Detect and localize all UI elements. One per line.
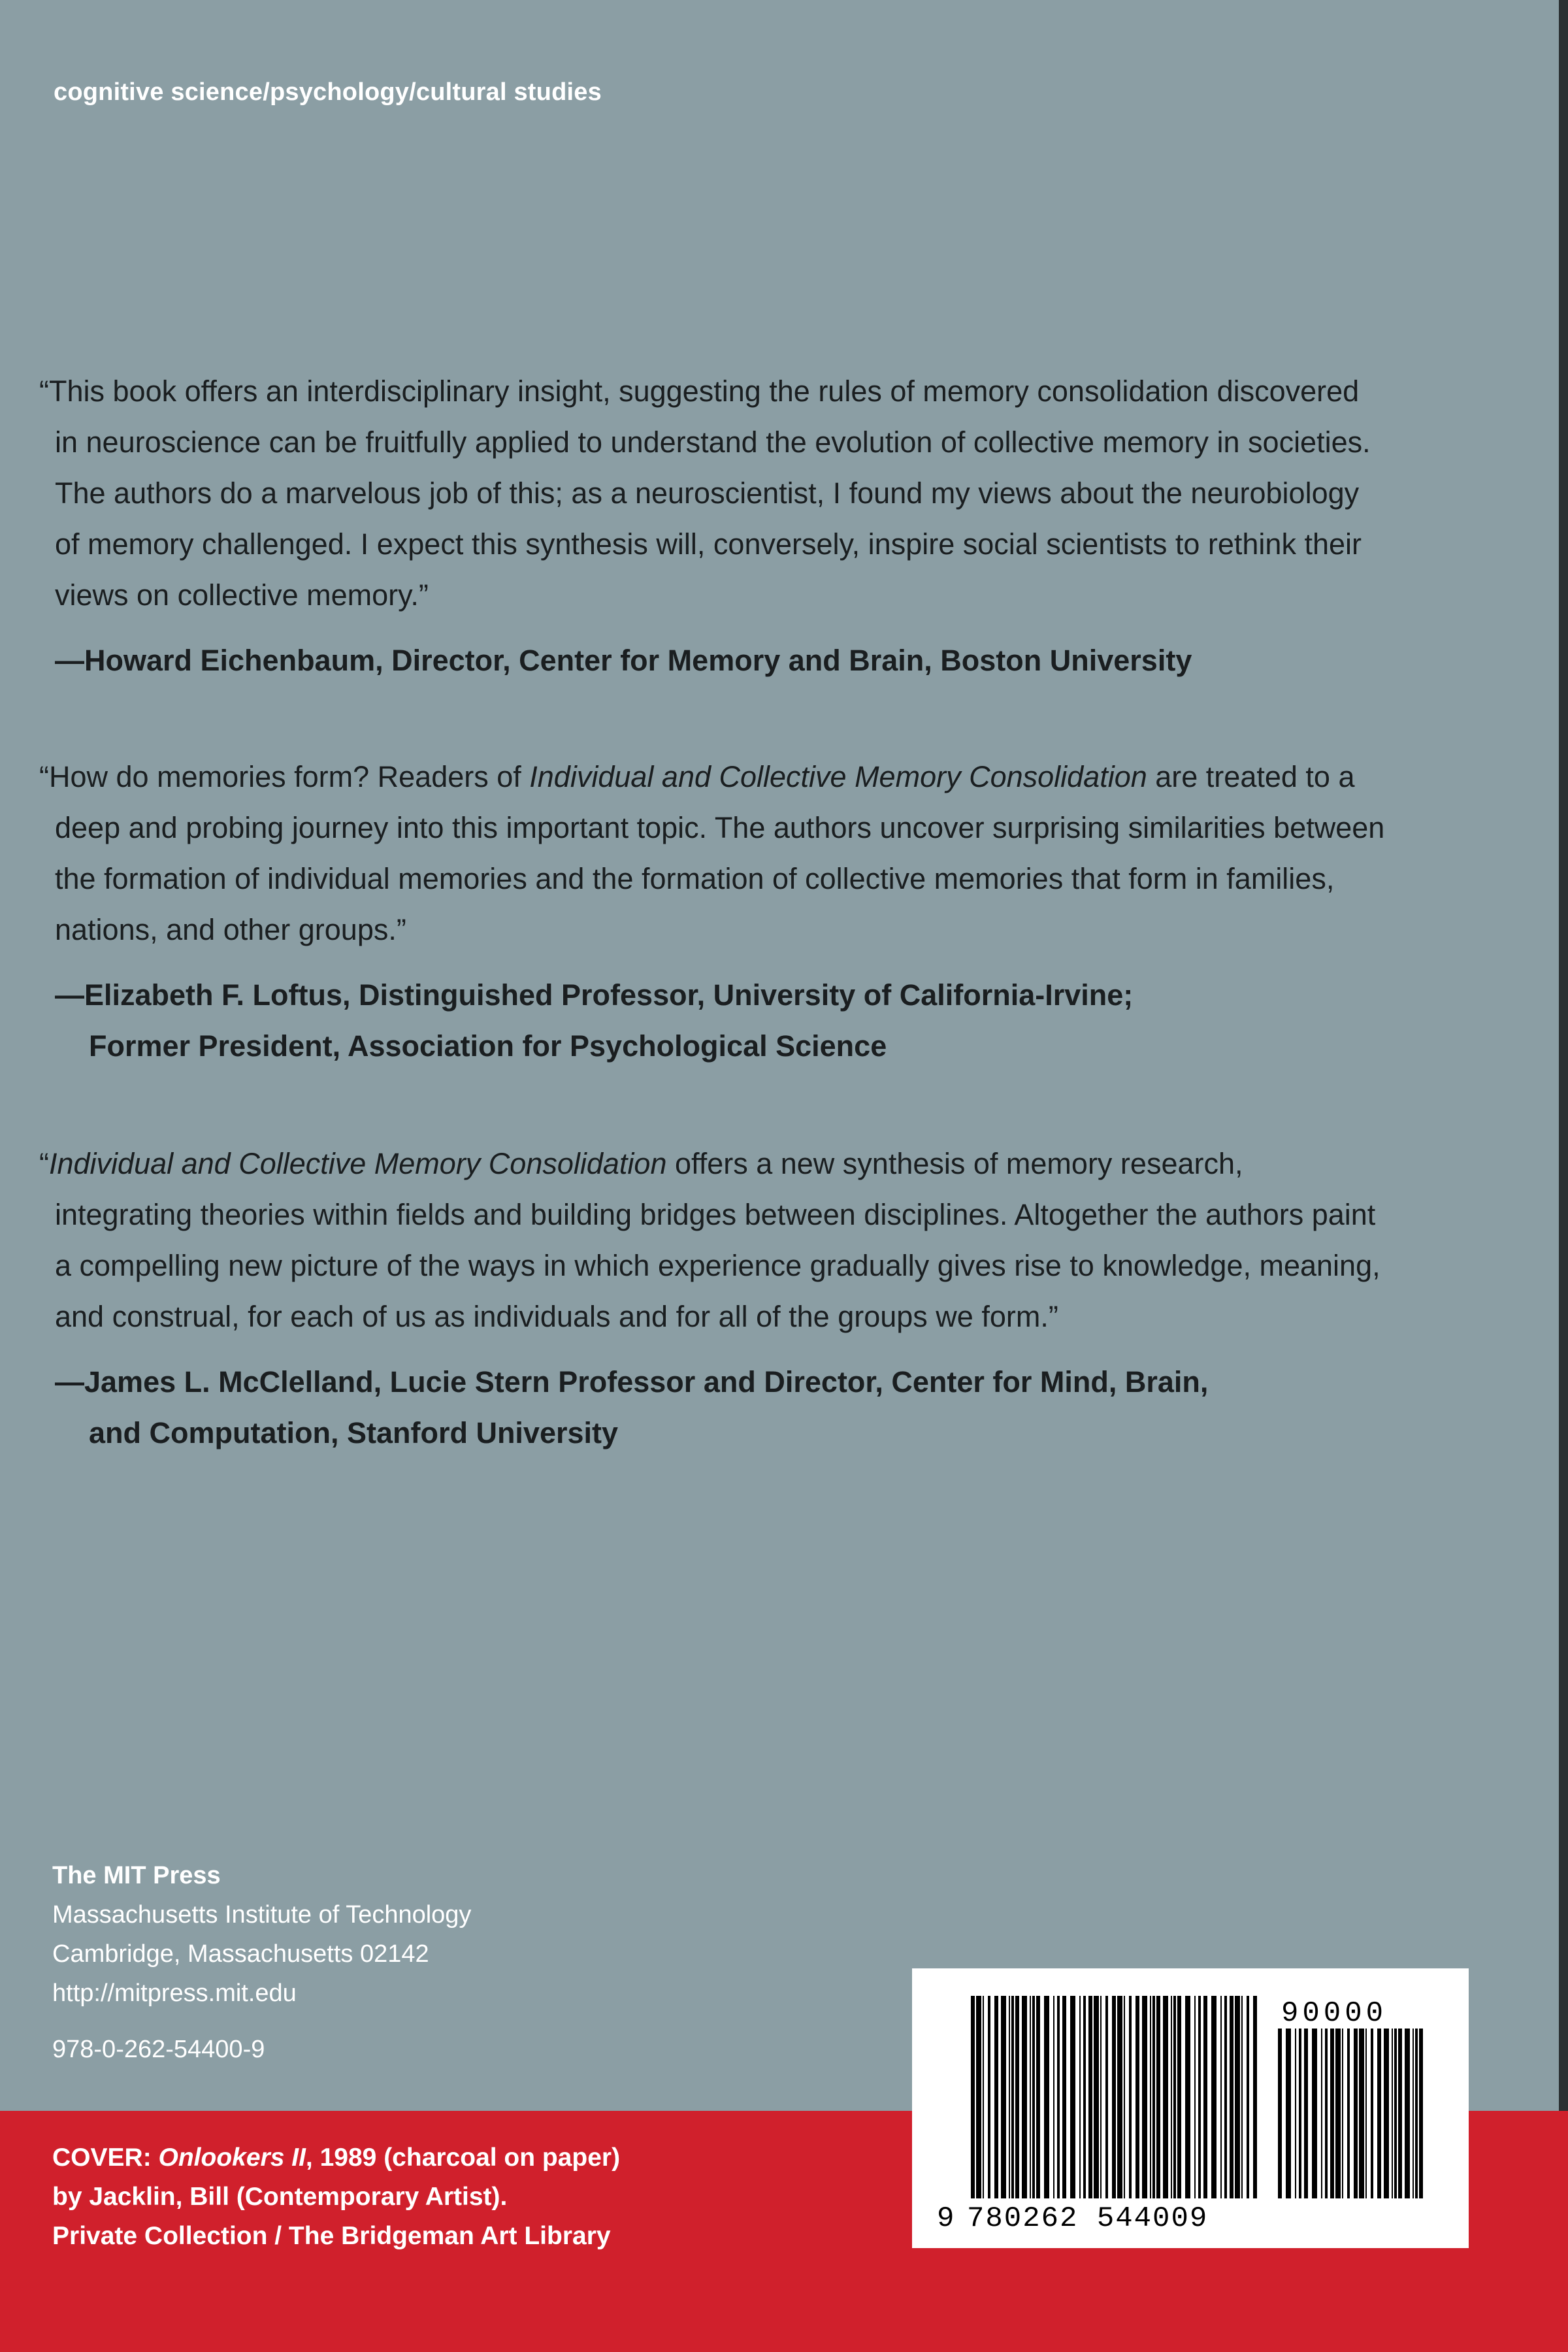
barcode-bar [983, 1996, 984, 2198]
barcode-bar [1053, 1996, 1054, 2198]
barcode-bar [1347, 2029, 1350, 2198]
endorsement-1-attribution: —Howard Eichenbaum, Director, Center for Memory and Brain, Boston University [55, 644, 1192, 677]
barcode-bar [1177, 1996, 1181, 2198]
barcode-bar [1044, 1996, 1049, 2198]
endorsement-3-attribution: —James L. McClelland, Lucie Stern Professor and Director, Center for Mind, Brain, and Computation, Stanford University [55, 1365, 1209, 1449]
barcode-bar [1150, 1996, 1151, 2198]
endorsement-2 [39, 752, 1385, 1072]
barcode-bar [1365, 2029, 1367, 2198]
barcode-bar [1371, 2029, 1373, 2198]
isbn-number: 978-0-262-54400-9 [52, 2036, 265, 2063]
subject-category: cognitive science/psychology/cultural studies [54, 78, 602, 106]
barcode-bar [1015, 1996, 1019, 2198]
endorsement-1-text: “This book offers an interdisciplinary insight, suggesting the rules of memory consolidation discovered in neuroscience can be fruitfully applied to understand the evolution of collective memory in societies. The authors do a marvelous job of this; as a neuroscientist, I found my views about the neurobiology of memory challenged. I expect this synthesis will, conversely, inspire social scientists to rethink their views on collective memory.” [39, 374, 1371, 612]
publisher-address: Cambridge, Massachusetts 02142 [52, 1940, 429, 1968]
barcode-bar [1011, 1996, 1014, 2198]
publisher-institution: Massachusetts Institute of Technology [52, 1901, 472, 1929]
barcode-bar [1392, 2029, 1393, 2198]
barcode-bar [1335, 2029, 1341, 2198]
barcode-bar [1278, 2029, 1282, 2198]
barcode-bar [976, 1996, 981, 2198]
barcode-bar [1135, 1996, 1139, 2198]
barcode-bar [1325, 2029, 1328, 2198]
endorsement-3 [39, 1138, 1385, 1459]
barcode-bar [1312, 2029, 1317, 2198]
barcode-bar [1405, 2029, 1410, 2198]
barcode-bar [1152, 1996, 1155, 2198]
barcode-bar [1330, 2029, 1334, 2198]
barcode-bar [1030, 1996, 1031, 2198]
publisher-name: The MIT Press [52, 1862, 221, 1889]
endorsement-3-text: “Individual and Collective Memory Consolidation offers a new synthesis of memory research, integrating theories within fields and building bridges between disciplines. Altogether the authors paint a compelling new picture of the ways in which experience gradually gives rise to knowledge, meaning, and construal, for each of us as individuals and for all of the groups we form.” [39, 1147, 1380, 1333]
barcode-bar [1088, 1996, 1092, 2198]
barcode-bar [1117, 1996, 1122, 2198]
barcode-bar [1062, 1996, 1066, 2198]
barcode-bar [1163, 1996, 1168, 2198]
cover-credit [52, 2138, 620, 2256]
barcode-bar [971, 1996, 975, 2198]
barcode-bar [1009, 1996, 1010, 2198]
barcode-bar [1321, 2029, 1322, 2198]
barcode-bar [1156, 1996, 1160, 2198]
barcode-bar [1377, 2029, 1381, 2198]
barcode-bar [1173, 1996, 1176, 2198]
barcode-bar [1342, 2029, 1343, 2198]
barcode-bar [1185, 1996, 1190, 2198]
cover-credit-line-2: by Jacklin, Bill (Contemporary Artist). [52, 2183, 508, 2211]
publisher-info [52, 1856, 471, 2013]
barcode-bar [1129, 1996, 1132, 2198]
barcode-bar [1036, 1996, 1040, 2198]
barcode-bar [1022, 1996, 1027, 2198]
barcode-bar [1142, 1996, 1147, 2198]
cover-credit-line-3: Private Collection / The Bridgeman Art Library [52, 2222, 611, 2250]
endorsement-2-attribution: —Elizabeth F. Loftus, Distinguished Professor, University of California-Irvine; Former President, Association for Psychological Science [55, 978, 1134, 1063]
barcode-bar [1105, 1996, 1108, 2198]
barcode-bar [1304, 2029, 1308, 2198]
barcode-bar [1124, 1996, 1125, 2198]
endorsement-2-text: “How do memories form? Readers of Individual and Collective Memory Consolidation are treated to a deep and probing journey into this important topic. The authors uncover surprising similarities between the formation of individual memories and the formation of collective memories that form in families, nations, and other groups.” [39, 760, 1385, 946]
barcode-bar [1230, 1996, 1233, 2198]
barcode-bar [1247, 1996, 1249, 2198]
barcode-bar [1241, 1996, 1243, 2198]
barcode-bar [1112, 1996, 1116, 2198]
barcode-bar [1001, 1996, 1006, 2198]
barcode-lead-digit: 9 [937, 2202, 955, 2235]
barcode-main-bars [971, 1996, 1257, 2198]
barcode-bar [988, 1996, 990, 2198]
barcode-bar [1211, 1996, 1217, 2198]
barcode-bar [1057, 1996, 1060, 2198]
isbn-barcode [912, 1968, 1469, 2248]
barcode-bar [1299, 2029, 1301, 2198]
cover-credit-line-1: COVER: Onlookers II, 1989 (charcoal on paper) [52, 2144, 621, 2172]
barcode-graphic [912, 1968, 1469, 2248]
barcode-bar [1079, 1996, 1081, 2198]
barcode-bar [1359, 2029, 1364, 2198]
barcode-bar [1203, 1996, 1207, 2198]
barcode-bar [1224, 1996, 1227, 2198]
barcode-bar [1235, 1996, 1240, 2198]
barcode-main-digits: 780262 544009 [967, 2202, 1209, 2235]
barcode-bar [994, 1996, 998, 2198]
barcode-bar [1384, 2029, 1389, 2198]
barcode-bar [1286, 2029, 1291, 2198]
barcode-bar [1394, 2029, 1397, 2198]
spine-edge [1559, 0, 1568, 2111]
barcode-bar [1100, 1996, 1102, 2198]
barcode-bar [1354, 2029, 1358, 2198]
barcode-bar [1398, 2029, 1402, 2198]
barcode-addon-bars [1278, 2029, 1423, 2198]
barcode-bar [1413, 2029, 1414, 2198]
endorsement-1 [39, 366, 1385, 686]
barcode-bar [1032, 1996, 1035, 2198]
barcode-bar [1415, 2029, 1418, 2198]
barcode-bar [1198, 1996, 1201, 2198]
barcode-bar [1070, 1996, 1075, 2198]
barcode-bar [1171, 1996, 1172, 2198]
barcode-bar [1253, 1996, 1257, 2198]
barcode-bar [1194, 1996, 1196, 2198]
barcode-bar [1083, 1996, 1086, 2198]
barcode-bar [1220, 1996, 1222, 2198]
barcode-bar [1419, 2029, 1423, 2198]
publisher-url[interactable]: http://mitpress.mit.edu [52, 1979, 297, 2007]
barcode-bar [1295, 2029, 1296, 2198]
barcode-bar [1094, 1996, 1099, 2198]
barcode-addon-digits: 90000 [1281, 1997, 1388, 2030]
